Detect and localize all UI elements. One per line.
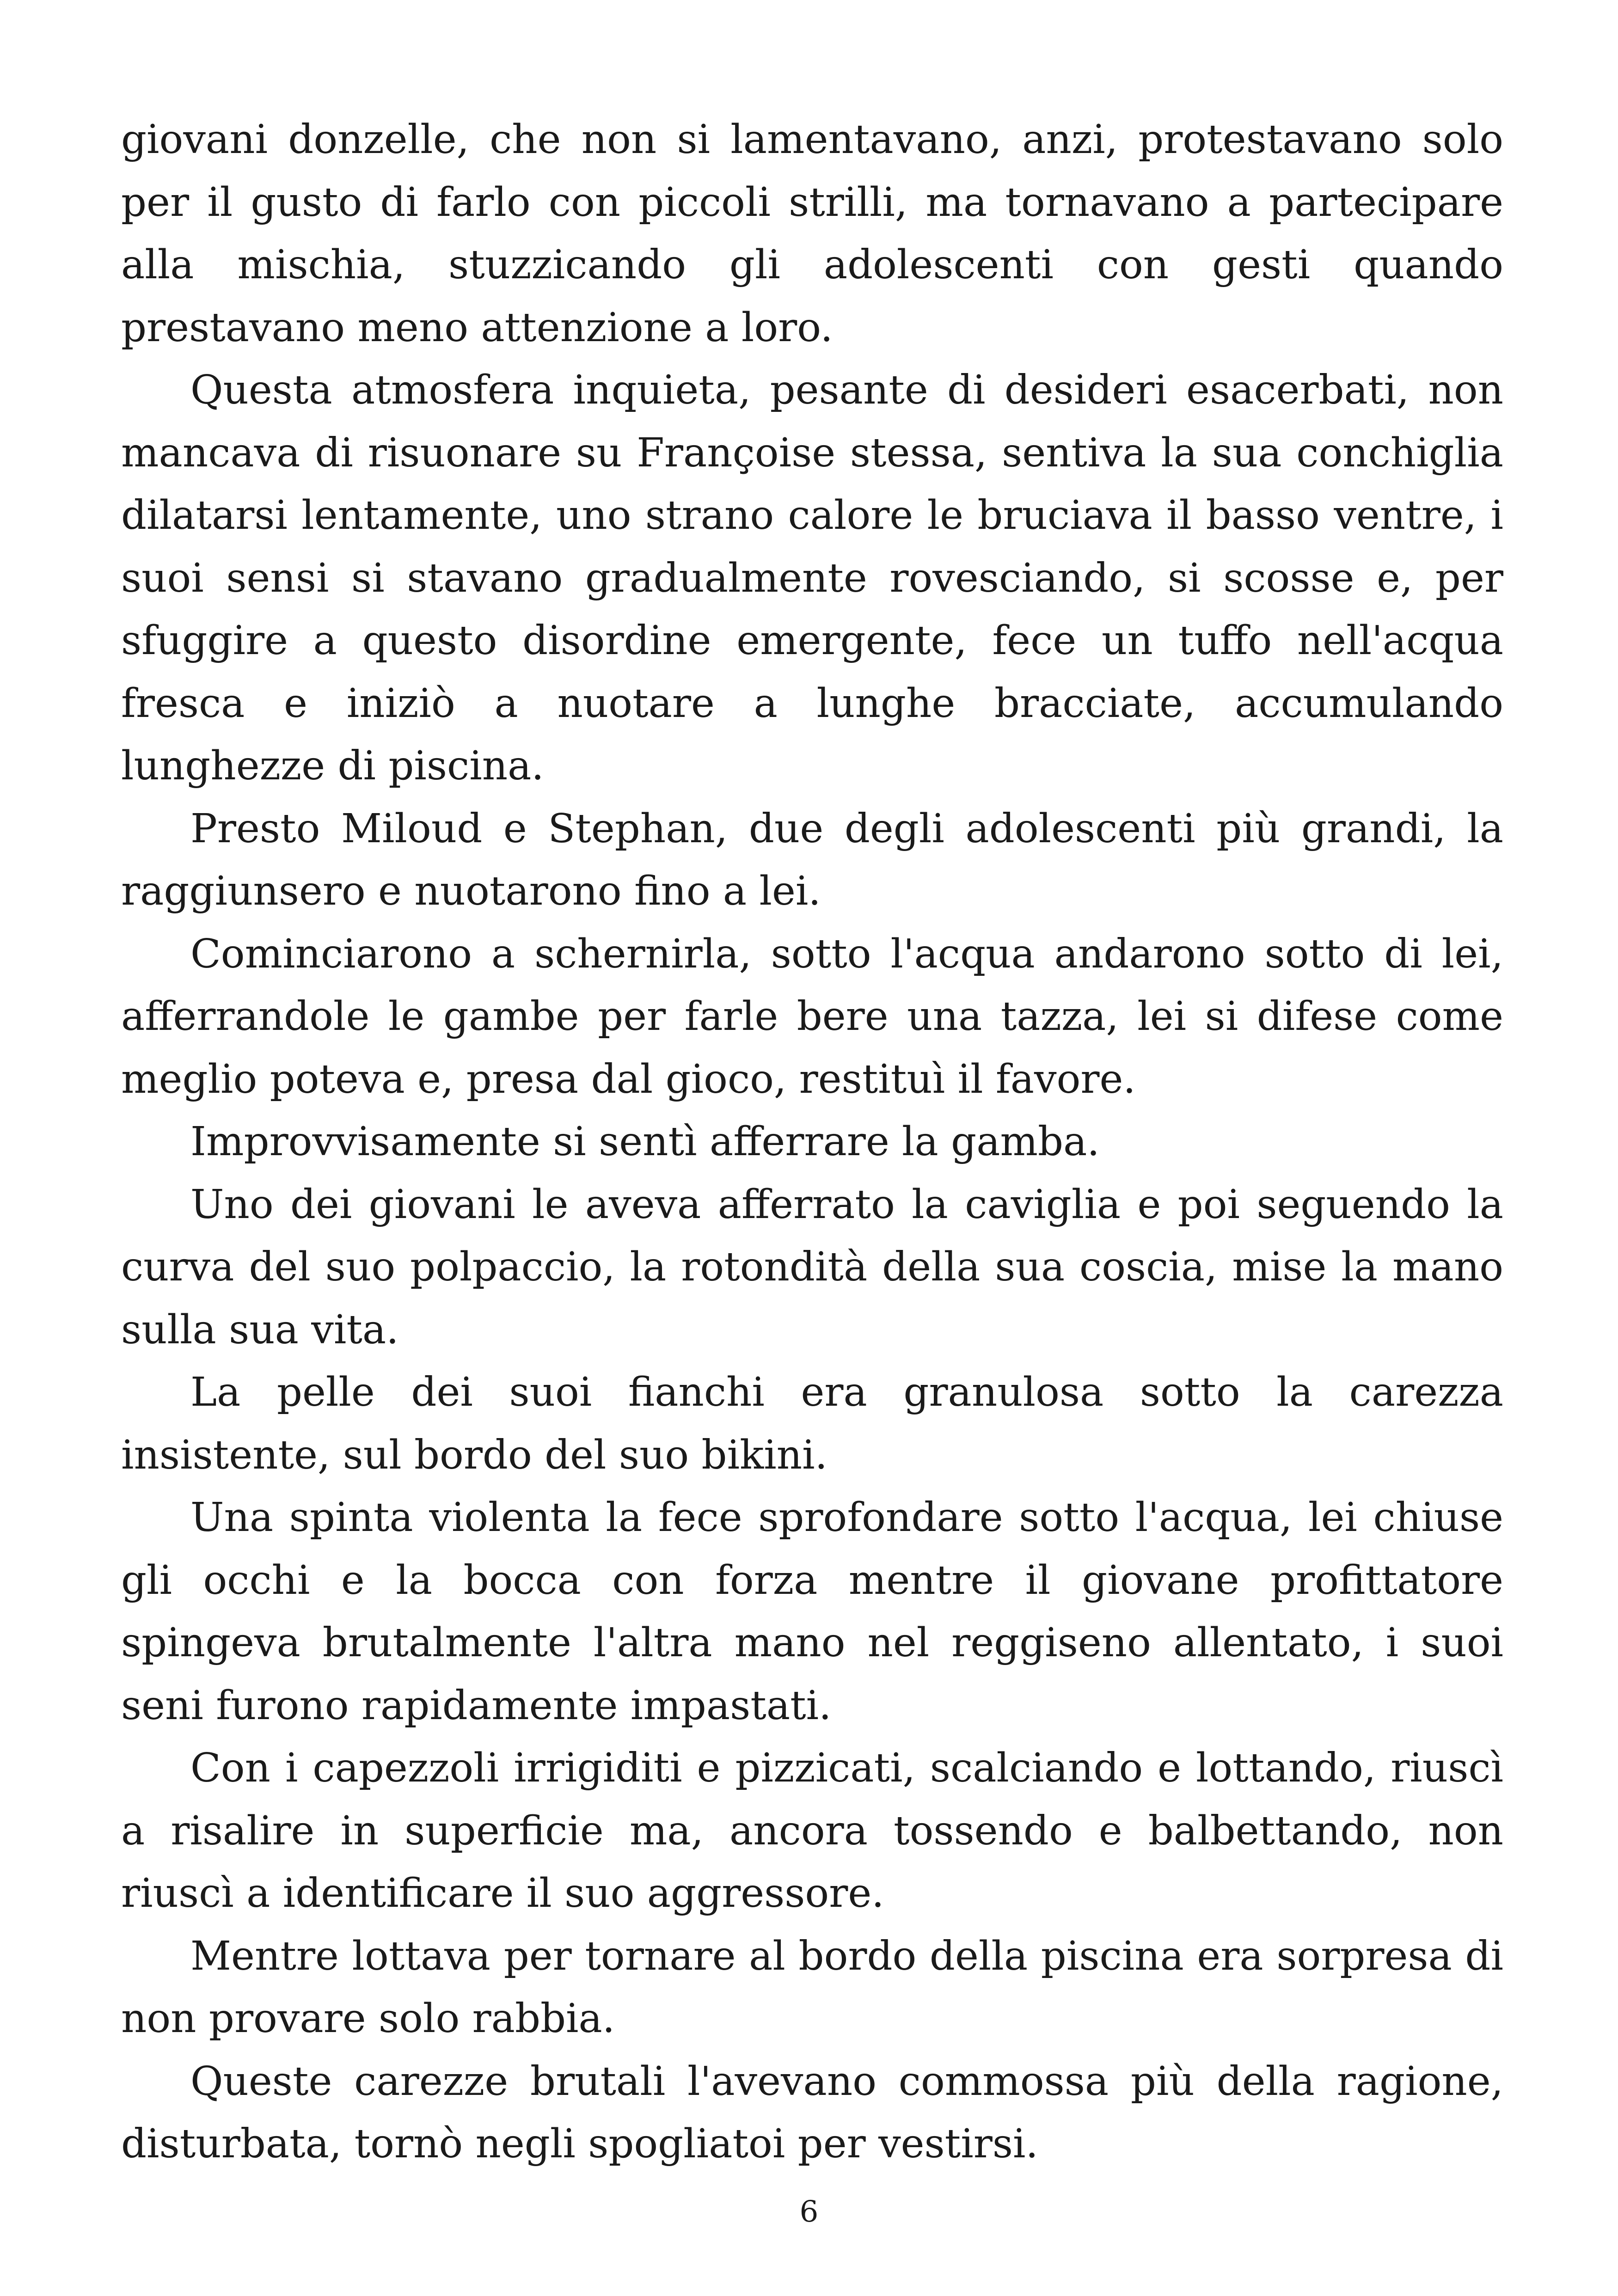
paragraph: Mentre lottava per tornare al bordo della piscina era sorpresa di non provare solo rabbia. bbox=[121, 1933, 1503, 2042]
paragraph: Con i capezzoli irrigiditi e pizzicati, scalciando e lottando, riuscì a risalire in superficie ma, ancora tossendo e balbettando, non riuscì a identificare il suo aggressore. bbox=[121, 1745, 1503, 1916]
paragraph: Improvvisamente si sentì afferrare la gamba. bbox=[190, 1119, 1100, 1165]
paragraph: La pelle dei suoi fianchi era granulosa sotto la carezza insistente, sul bordo del suo bikini. bbox=[121, 1369, 1503, 1478]
paragraph: Cominciarono a schernirla, sotto l'acqua andarono sotto di lei, afferrandole le gambe per farle bere una tazza, lei si difese come meglio poteva e, presa dal gioco, restituì il favore. bbox=[121, 931, 1503, 1102]
paragraph: giovani donzelle, che non si lamentavano, anzi, protestavano solo per il gusto di farlo con piccoli strilli, ma tornavano a partecipare alla mischia, stuzzicando gli adolescenti con gesti quando prestavano meno attenzione a loro. bbox=[121, 116, 1503, 351]
paragraph: Queste carezze brutali l'avevano commossa più della ragione, disturbata, tornò negli spogliatoi per vestirsi. bbox=[121, 2058, 1503, 2167]
body-text bbox=[121, 109, 1503, 2176]
paragraph: Questa atmosfera inquieta, pesante di desideri esacerbati, non mancava di risuonare su Françoise stessa, sentiva la sua conchiglia dilatarsi lentamente, uno strano calore le bruciava il basso ventre, i suoi sensi si stavano gradualmente rovesciando, si scosse e, per sfuggire a questo disordine emergente, fece un tuffo nell'acqua fresca e iniziò a nuotare a lunghe bracciate, accumulando lunghezze di piscina. bbox=[121, 367, 1503, 789]
paragraph: Uno dei giovani le aveva afferrato la caviglia e poi seguendo la curva del suo polpaccio, la rotondità della sua coscia, mise la mano sulla sua vita. bbox=[121, 1181, 1503, 1353]
paragraph: Una spinta violenta la fece sprofondare sotto l'acqua, lei chiuse gli occhi e la bocca con forza mentre il giovane profittatore spingeva brutalmente l'altra mano nel reggiseno allentato, i suoi seni furono rapidamente impastati. bbox=[121, 1494, 1503, 1729]
paragraph: Presto Miloud e Stephan, due degli adolescenti più grandi, la raggiunsero e nuotarono fino a lei. bbox=[121, 805, 1503, 914]
page-number: 6 bbox=[799, 2195, 819, 2229]
